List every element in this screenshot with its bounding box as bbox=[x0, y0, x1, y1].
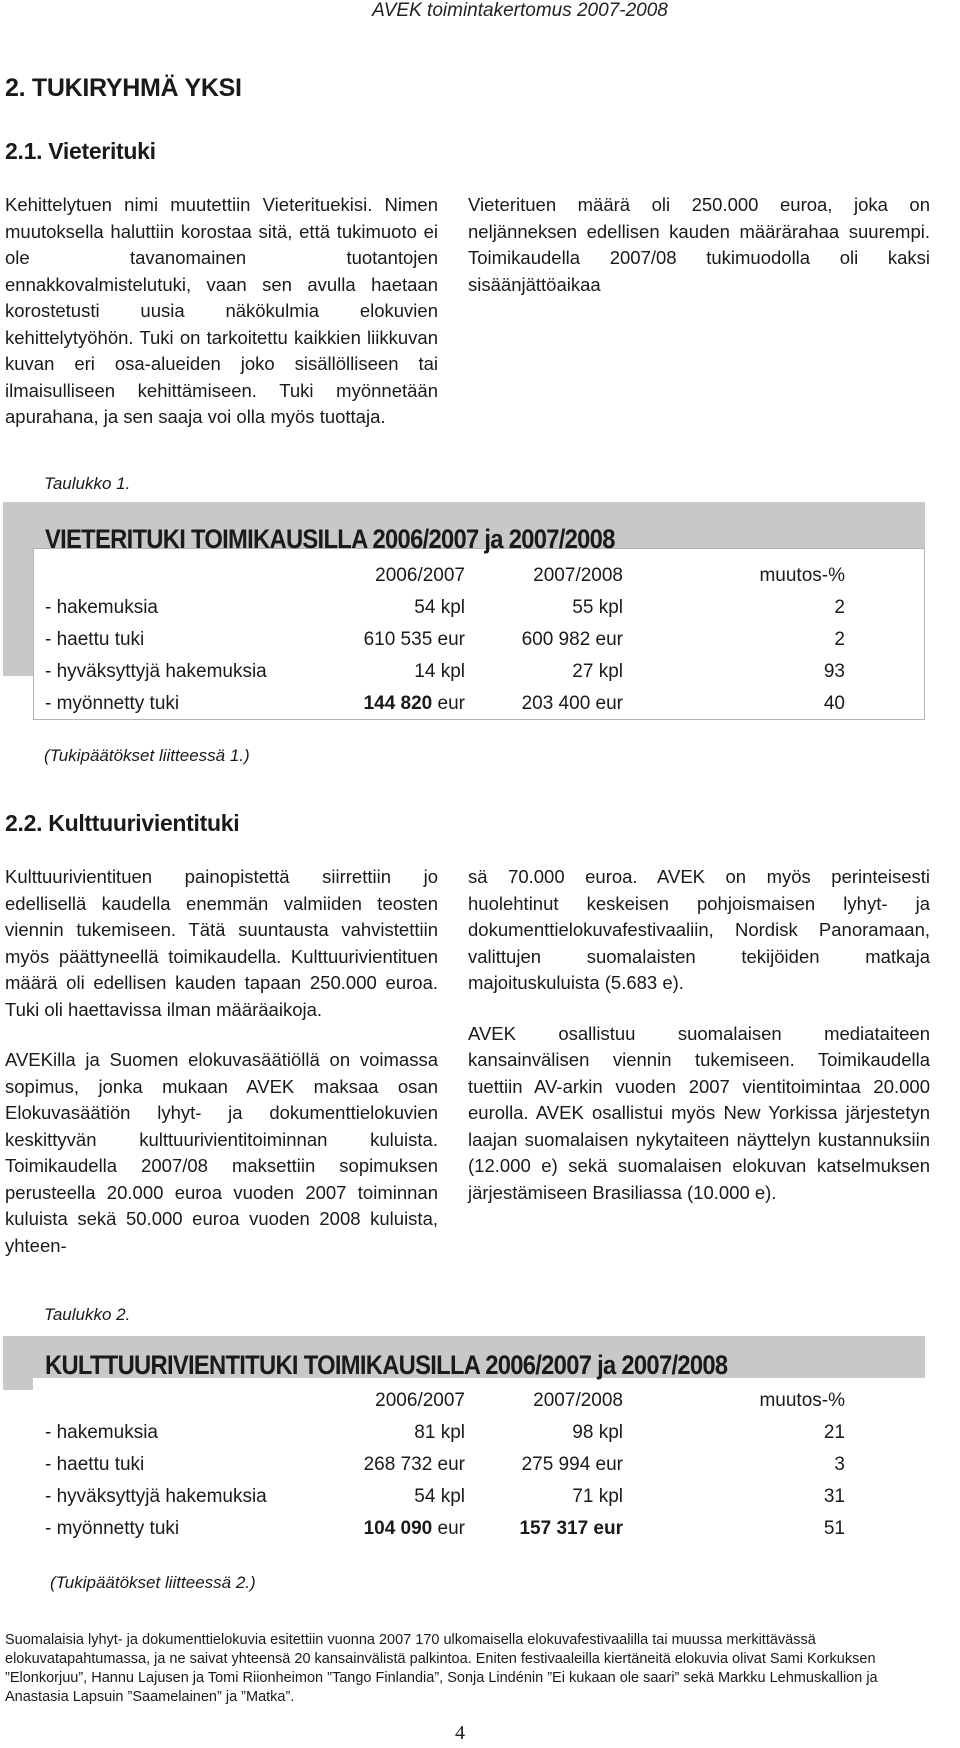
table-row bbox=[45, 629, 845, 659]
table2-header-col3: muutos-% bbox=[759, 1390, 845, 1411]
table2-title: KULTTUURIVIENTITUKI TOIMIKAUSILLA 2006/2007 ja 2007/2008 bbox=[45, 1350, 728, 1380]
row-change: 51 bbox=[823, 1518, 845, 1539]
row-change: 2 bbox=[834, 629, 845, 650]
table2-note: (Tukipäätökset liitteessä 2.) bbox=[50, 1573, 256, 1592]
row-label: - haettu tuki bbox=[45, 629, 145, 650]
table1 bbox=[3, 502, 925, 720]
table2-header-col1: 2006/2007 bbox=[375, 1390, 465, 1411]
table-row bbox=[45, 597, 845, 627]
subsection-title-kulttuurivientituki: 2.2. Kulttuurivientituki bbox=[5, 810, 240, 836]
kulttuurivienti-left-column bbox=[5, 864, 438, 1283]
section-title: 2. TUKIRYHMÄ YKSI bbox=[5, 74, 242, 102]
row-change: 21 bbox=[823, 1422, 845, 1443]
table1-header-col3: muutos-% bbox=[759, 565, 845, 586]
row-value-2006 bbox=[364, 1454, 465, 1476]
vieterituki-right-column bbox=[468, 192, 930, 322]
vieterituki-amount-paragraph: Vieterituen määrä oli 250.000 euroa, joka on neljänneksen edellisen kauden määrärahaa suurempi. Toimikaudella 2007/08 tukimuodolla oli kaksi sisäänjättöaikaa bbox=[468, 194, 930, 295]
row-value-2006 bbox=[414, 1422, 465, 1444]
kulttuurivienti-paragraph-2: AVEKilla ja Suomen elokuvasäätiöllä on voimassa sopimus, jonka mukaan AVEK maksaa osan Elokuvasäätiön lyhyt- ja dokumenttielokuvien keskittyvän kulttuurivientitoiminnan kuluista. Toimikaudella 2007/08 maksettiin sopimuksen perusteella 20.000 euroa vuoden 2007 toiminnan kuluista sekä 50.000 euroa vuoden 2008 kuluista, yhteen- bbox=[5, 1049, 438, 1256]
row-value-2006 bbox=[364, 629, 465, 651]
row-value-2006-text: 81 kpl bbox=[414, 1422, 465, 1443]
table-row bbox=[45, 1518, 845, 1548]
row-change: 31 bbox=[823, 1486, 845, 1507]
row-label: - hakemuksia bbox=[45, 597, 158, 618]
row-value-2007-text: 27 kpl bbox=[572, 661, 623, 682]
row-value-2007 bbox=[572, 661, 623, 683]
kulttuurivienti-right-column bbox=[468, 864, 930, 1230]
row-value-2006-text: 610 535 eur bbox=[363, 629, 465, 650]
table-row bbox=[45, 661, 845, 691]
row-value-2007 bbox=[522, 1454, 623, 1476]
table2 bbox=[3, 1336, 925, 1556]
row-value-2007 bbox=[572, 1422, 623, 1444]
row-value-2007 bbox=[572, 597, 623, 619]
row-value-2007-text: 98 kpl bbox=[572, 1422, 623, 1443]
table-row bbox=[45, 693, 845, 723]
row-label: - myönnetty tuki bbox=[45, 693, 180, 714]
row-value-2006-text: eur bbox=[432, 1518, 465, 1539]
table1-header-col1: 2006/2007 bbox=[375, 565, 465, 586]
row-value-2007-text: 71 kpl bbox=[572, 1486, 623, 1507]
table1-header-col2: 2007/2008 bbox=[533, 565, 623, 586]
row-label: - haettu tuki bbox=[45, 1454, 145, 1475]
table-row bbox=[45, 1454, 845, 1484]
row-value-2007-text: 203 400 eur bbox=[521, 693, 623, 714]
row-value-2006-bold: 144 820 bbox=[363, 693, 433, 714]
row-value-2007 bbox=[572, 1486, 623, 1508]
row-value-2007 bbox=[522, 629, 623, 651]
kulttuurivienti-paragraph-4: AVEK osallistuu suomalaisen mediataiteen kansainvälisen viennin tukemiseen. Toimikaudella tuettiin AV-arkin vuoden 2007 vientitoimintaa 20.000 eurolla. AVEK osallistui myös New Yorkissa järjestetyn laajan suomalaisen nykytaiteen näyttelyn kustannuksiin (12.000 e) sekä suomalaisen elokuvan katselmuksen järjestämiseen Brasiliassa (10.000 e). bbox=[468, 1022, 930, 1203]
row-label: - myönnetty tuki bbox=[45, 1518, 180, 1539]
table1-caption: Taulukko 1. bbox=[44, 474, 131, 493]
row-value-2006 bbox=[364, 1518, 465, 1540]
row-value-2006-text: 54 kpl bbox=[414, 1486, 465, 1507]
table2-header-col2: 2007/2008 bbox=[533, 1390, 623, 1411]
table2-caption: Taulukko 2. bbox=[44, 1305, 131, 1324]
subsection-title-vieterituki: 2.1. Vieterituki bbox=[5, 138, 156, 164]
row-value-2007-text: 275 994 eur bbox=[521, 1454, 623, 1475]
kulttuurivienti-paragraph-1: Kulttuurivientituen painopistettä siirrettiin jo edellisellä kaudella enemmän valmiiden teosten viennin tukemiseen. Tätä suuntausta vahvistettiin myös päättyneellä toimikaudella. Kulttuurivientituen määrä oli edellisen kauden tapaan 250.000 euroa. Tuki oli haettavissa ilman määräaikoja. bbox=[5, 866, 438, 1020]
row-value-2007 bbox=[522, 693, 623, 715]
row-value-2006-text: eur bbox=[432, 693, 465, 714]
kulttuurivienti-paragraph-3: sä 70.000 euroa. AVEK on myös perinteisesti huolehtinut keskeisen pohjoismaisen lyhyt- ja dokumenttielokuvafestivaaliin, Nordisk Panoramaan, valittujen suomalaisten tekijöiden matkaja majoituskuluista (5.683 e). bbox=[468, 866, 930, 993]
table1-note: (Tukipäätökset liitteessä 1.) bbox=[44, 746, 250, 765]
row-value-2006 bbox=[414, 597, 465, 619]
page-number: 4 bbox=[455, 1722, 465, 1744]
row-change: 2 bbox=[834, 597, 845, 618]
row-value-2006-text: 14 kpl bbox=[414, 661, 465, 682]
table-row bbox=[45, 1422, 845, 1452]
row-value-2006 bbox=[364, 693, 465, 715]
row-value-2006-bold: 104 090 bbox=[363, 1518, 433, 1539]
row-value-2006-text: 268 732 eur bbox=[363, 1454, 465, 1475]
vieterituki-left-column bbox=[5, 192, 438, 455]
row-change: 40 bbox=[823, 693, 845, 714]
row-value-2006 bbox=[414, 661, 465, 683]
table1-header-row bbox=[45, 565, 845, 595]
row-label: - hakemuksia bbox=[45, 1422, 158, 1443]
table-row bbox=[45, 1486, 845, 1516]
row-value-2007-bold: 157 317 eur bbox=[519, 1518, 623, 1539]
table2-header-row bbox=[45, 1390, 845, 1420]
table1-title: VIETERITUKI TOIMIKAUSILLA 2006/2007 ja 2007/2008 bbox=[45, 524, 615, 554]
row-label: - hyväksyttyjä hakemuksia bbox=[45, 661, 267, 682]
row-value-2006 bbox=[414, 1486, 465, 1508]
row-change: 3 bbox=[834, 1454, 845, 1475]
row-value-2007 bbox=[519, 1518, 623, 1540]
running-header: AVEK toimintakertomus 2007-2008 bbox=[372, 0, 668, 21]
row-value-2006-text: 54 kpl bbox=[414, 597, 465, 618]
footnote: Suomalaisia lyhyt- ja dokumenttielokuvia esitettiin vuonna 2007 170 ulkomaisella elokuvafestivaalilla tai muussa merkittävässä elokuvatapahtumassa, ja ne saivat yhteensä 20 kansainvälistä palkintoa. Eniten festivaaleilla kiertäneitä elokuvia olivat Sami Korkuksen ”Elonkorjuu”, Hannu Lajusen ja Tomi Riionheimon ”Tango Finlandia”, Sonja Lindénin ”Ei kukaan ole saari” sekä Markku Lehmuskallion ja Anastasia Lapsuin ”Saamelainen” ja ”Matka”. bbox=[5, 1632, 878, 1705]
vieterituki-paragraph: Kehittelytuen nimi muutettiin Vieterituekisi. Nimen muutoksella haluttiin korostaa sitä, että tukimuoto ei ole tavanomainen tuotantojen ennakkovalmistelutuki, vaan sen avulla haetaan korostetusti uusia näkökulmia elokuvien kehittelytyöhön. Tuki on tarkoitettu kaikkien liikkuvan kuvan eri osa-alueiden joko sisällölliseen tai ilmaisulliseen kehittämiseen. Tuki myönnetään apurahana, ja sen saaja voi olla myös tuottaja. bbox=[5, 194, 438, 427]
row-value-2007-text: 55 kpl bbox=[572, 597, 623, 618]
row-label: - hyväksyttyjä hakemuksia bbox=[45, 1486, 267, 1507]
row-change: 93 bbox=[823, 661, 845, 682]
row-value-2007-text: 600 982 eur bbox=[521, 629, 623, 650]
